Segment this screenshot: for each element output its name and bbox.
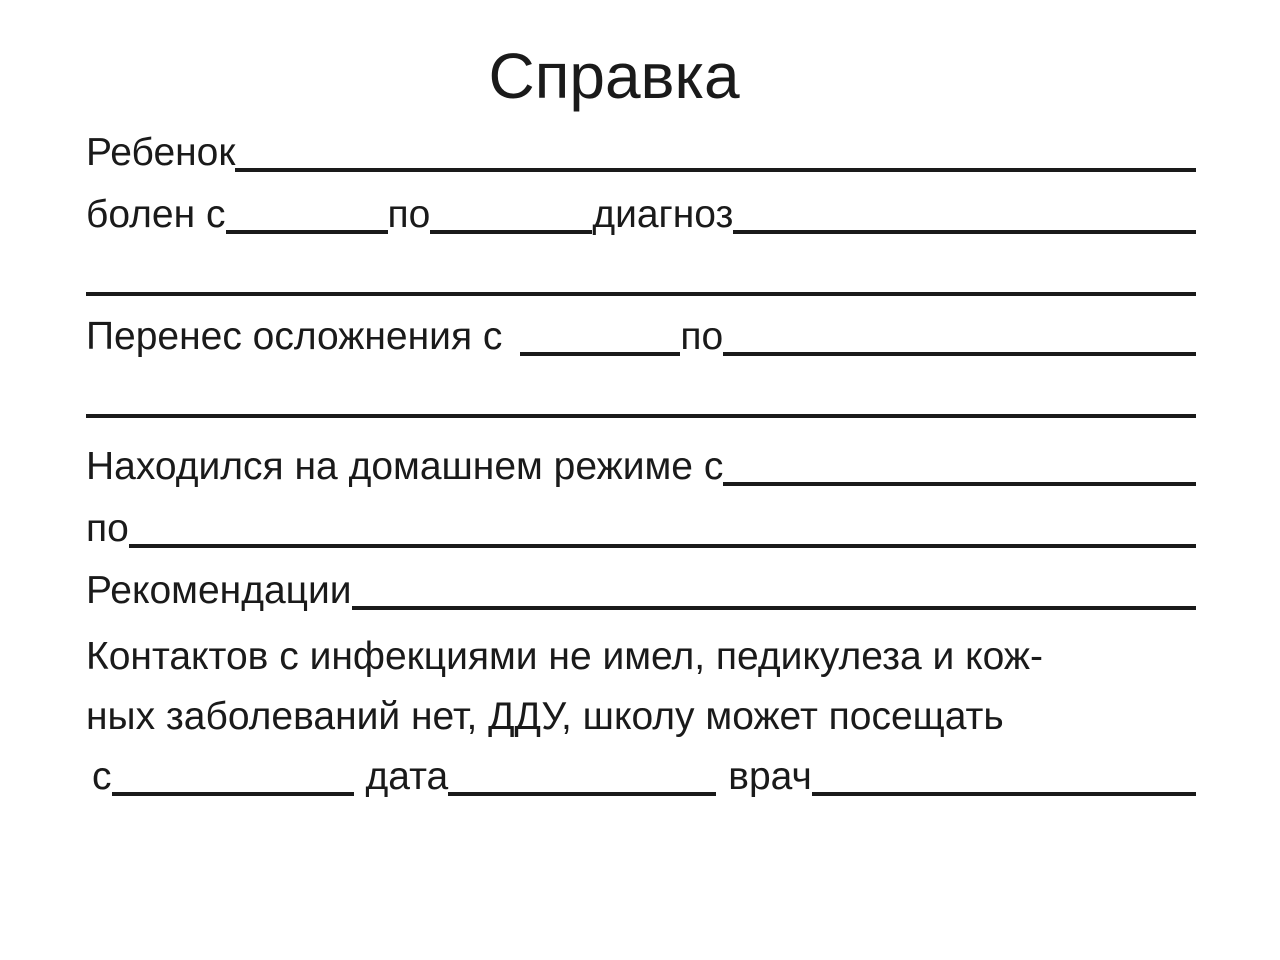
sickness-row [86,188,1196,238]
diagnosis-continued-row [86,250,1196,300]
recommendations-field[interactable] [352,606,1196,610]
diagnosis-continued-field[interactable] [86,292,1196,296]
child-label: Ребенок [86,131,236,174]
home-mode-from-field[interactable] [723,482,1196,486]
sick-from-label: болен с [86,193,226,236]
recommendations-row [86,564,1196,614]
complications-to-field[interactable] [723,352,1196,356]
home-mode-to-field[interactable] [129,544,1196,548]
home-mode-to-label: по [86,507,129,550]
sick-from-field[interactable] [226,230,388,234]
sick-to-label: по [387,193,431,236]
medical-certificate-form [86,0,1196,960]
attend-from-field[interactable] [112,792,354,796]
date-label: дата [365,755,449,798]
child-name-field[interactable] [235,168,1196,172]
home-mode-to-row [86,502,1196,552]
contacts-statement-line-2: ных заболеваний нет, ДДУ, школу может посещать [86,695,1004,738]
home-mode-row [86,440,1196,490]
diagnosis-label: диагноз [592,193,734,236]
complications-label: Перенес осложнения с [86,315,503,358]
signature-row [86,750,1196,800]
complications-from-field[interactable] [520,352,680,356]
complications-continued-field[interactable] [86,414,1196,418]
complications-to-label: по [680,315,724,358]
home-mode-label: Находился на домашнем режиме с [86,445,724,488]
complications-continued-row [86,372,1196,422]
attend-from-label: с [92,755,112,798]
doctor-signature-field[interactable] [812,792,1196,796]
complications-row [86,310,1196,360]
sick-to-field[interactable] [430,230,592,234]
document-title: Справка [488,40,740,112]
child-row [86,126,1196,176]
diagnosis-field[interactable] [733,230,1196,234]
doctor-label: врач [728,755,812,798]
recommendations-label: Рекомендации [86,569,352,612]
contacts-statement-line-1: Контактов с инфекциями не имел, педикулеза и кож- [86,635,1043,678]
date-field[interactable] [448,792,716,796]
